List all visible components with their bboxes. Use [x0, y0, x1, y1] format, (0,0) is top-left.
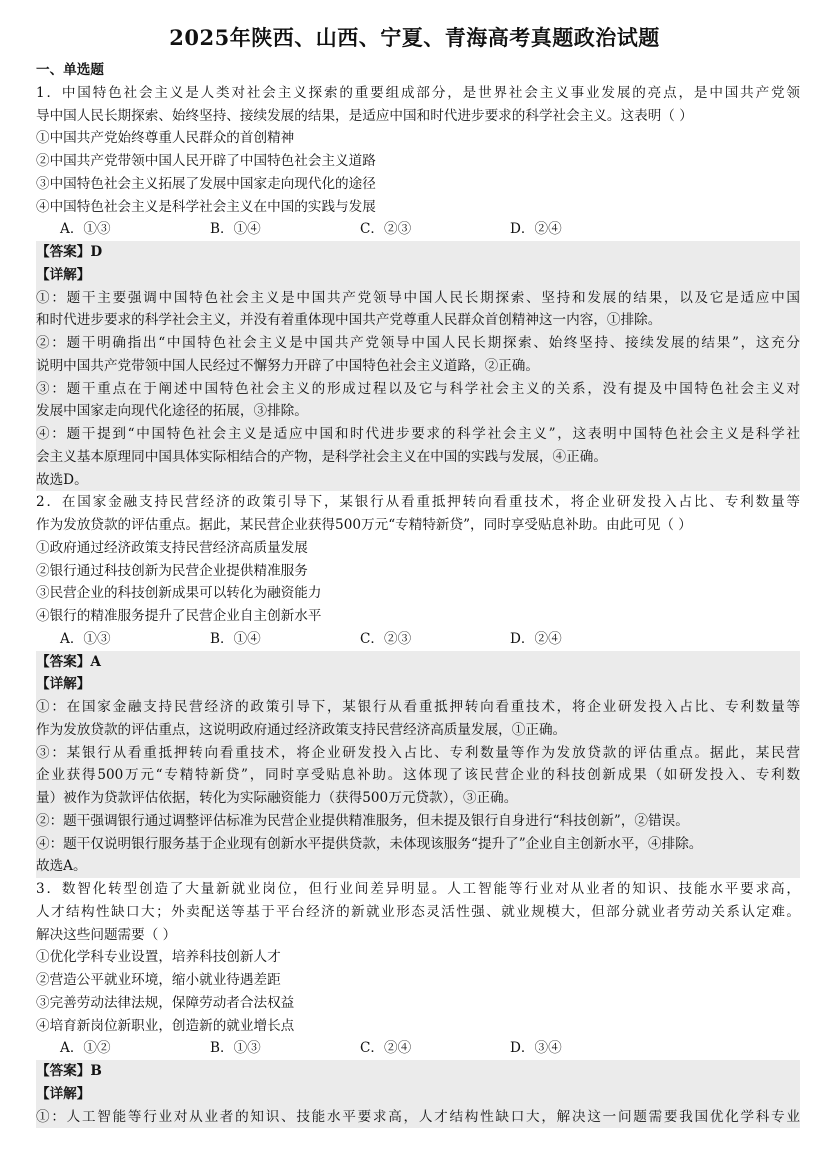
option-b: B．①③	[210, 1040, 261, 1057]
document-body	[36, 59, 800, 1128]
option-a: A．①③	[60, 221, 111, 238]
option-d: D．③④	[510, 1040, 562, 1057]
answer-line: 和时代进步要求的科学社会主义，并没有着重体现中国共产党尊重人民群众首创精神这一内容，①排除。	[36, 309, 800, 332]
question-line: 导中国人民长期探索、始终坚持、接续发展的结果，是适应中国和时代进步要求的科学社会主义。这表明（ ）	[36, 107, 693, 124]
question-line: ③中国特色社会主义拓展了发展中国家走向现代化的途径	[36, 175, 376, 192]
answer-line: ①：人工智能等行业对从业者的知识、技能水平要求高，人才结构性缺口大，解决这一问题需要我国优化学科专业	[36, 1106, 800, 1129]
answer-line: 量）被作为贷款评估依据，转化为实际融资能力（获得500万元贷款），③正确。	[36, 787, 800, 810]
answer-line: 故选A。	[36, 855, 800, 878]
question-line: 2．在国家金融支持民营经济的政策引导下，某银行从看重抵押转向看重技术，将企业研发投入占比、专利数量等	[36, 494, 800, 511]
question-line: ④培育新岗位新职业，创造新的就业增长点	[36, 1017, 295, 1034]
question-line: 解决这些问题需要（ ）	[36, 926, 177, 943]
answer-line: 作为发放贷款的评估重点，这说明政府通过经济政策支持民营经济高质量发展，①正确。	[36, 719, 800, 742]
answer-line: 发展中国家走向现代化途径的拓展，③排除。	[36, 400, 800, 423]
question-line: 1．中国特色社会主义是人类对社会主义探索的重要组成部分，是世界社会主义事业发展的亮点，是中国共产党领	[36, 84, 800, 101]
section-heading: 一、单选题	[36, 62, 104, 78]
option-c: C．②③	[360, 630, 412, 647]
document-title: 2025年陕西、山西、宁夏、青海高考真题政治试题	[169, 25, 660, 50]
question-line: ②中国共产党带领中国人民开辟了中国特色社会主义道路	[36, 153, 376, 169]
answer-line: 说明中国共产党带领中国人民经过不懈努力开辟了中国特色社会主义道路，②正确。	[36, 355, 800, 378]
answer-line: ①：题干主要强调中国特色社会主义是中国共产党领导中国人民长期探索、坚持和发展的结果，以及它是适应中国	[36, 287, 800, 310]
option-d: D．②④	[510, 221, 562, 238]
answer-line: 会主义基本原理同中国具体实际相结合的产物，是科学社会主义在中国的实践与发展，④正确。	[36, 446, 800, 469]
answer-line: ②：题干强调银行通过调整评估标准为民营企业提供精准服务，但未提及银行自身进行“科技创新”，②错误。	[36, 810, 800, 833]
option-a: A．①③	[60, 630, 111, 647]
question-line: ①政府通过经济政策支持民营经济高质量发展	[36, 539, 308, 556]
question-line: 3．数智化转型创造了大量新就业岗位，但行业间差异明显。人工智能等行业对从业者的知识、技能水平要求高，	[36, 881, 800, 897]
question-line: ①优化学科专业设置，培养科技创新人才	[36, 949, 281, 966]
answer-line: 【详解】	[36, 264, 800, 287]
question-line: ③完善劳动法律法规，保障劳动者合法权益	[36, 994, 295, 1011]
answer-line: 【详解】	[36, 673, 800, 696]
answer-options	[36, 628, 800, 651]
answer-line: 【答案】D	[36, 241, 800, 264]
answer-options	[36, 218, 800, 241]
question-line: ④银行的精准服务提升了民营企业自主创新水平	[36, 608, 322, 624]
question-line: 作为发放贷款的评估重点。据此，某民营企业获得500万元“专精特新贷”，同时享受贴息补助。由此可见（ ）	[36, 517, 692, 533]
answer-line: ④：题干提到“中国特色社会主义是适应中国和时代进步要求的科学社会主义”，这表明中国特色社会主义是科学社	[36, 423, 800, 446]
question-line: ①中国共产党始终尊重人民群众的首创精神	[36, 130, 295, 147]
answer-line: ①：在国家金融支持民营经济的政策引导下，某银行从看重抵押转向看重技术，将企业研发投入占比、专利数量等	[36, 696, 800, 719]
question-line: 人才结构性缺口大；外卖配送等基于平台经济的新就业形态灵活性强、就业规模大，但部分就业者劳动关系认定难。	[36, 903, 800, 920]
answer-line: 【答案】A	[36, 651, 800, 674]
answer-line: ④：题干仅说明银行服务基于企业现有创新水平提供贷款，未体现该服务“提升了”企业自主创新水平，④排除。	[36, 833, 800, 856]
answer-line: 【详解】	[36, 1083, 800, 1106]
answer-line: 故选D。	[36, 469, 800, 492]
answer-line: 【答案】B	[36, 1060, 800, 1083]
question-line: ③民营企业的科技创新成果可以转化为融资能力	[36, 585, 322, 602]
question-line: ②银行通过科技创新为民营企业提供精准服务	[36, 562, 308, 579]
answer-line: ②：题干明确指出“中国特色社会主义是中国共产党领导中国人民长期探索、始终坚持、接续发展的结果”，这充分	[36, 332, 800, 355]
answer-line: ③：某银行从看重抵押转向看重技术，将企业研发投入占比、专利数量等作为发放贷款的评估重点。据此，某民营	[36, 742, 800, 765]
answer-options	[36, 1037, 800, 1060]
answer-line: ③：题干重点在于阐述中国特色社会主义的形成过程以及它与科学社会主义的关系，没有提及中国特色社会主义对	[36, 378, 800, 401]
option-b: B．①④	[210, 630, 261, 647]
option-a: A．①②	[60, 1040, 111, 1057]
option-c: C．②③	[360, 221, 412, 238]
option-b: B．①④	[210, 221, 261, 238]
option-d: D．②④	[510, 630, 562, 647]
question-line: ④中国特色社会主义是科学社会主义在中国的实践与发展	[36, 198, 376, 215]
question-line: ②营造公平就业环境，缩小就业待遇差距	[36, 972, 281, 988]
answer-line: 企业获得500万元“专精特新贷”，同时享受贴息补助。这体现了该民营企业的科技创新成果（如研发投入、专利数	[36, 764, 800, 787]
option-c: C．②④	[360, 1040, 412, 1057]
